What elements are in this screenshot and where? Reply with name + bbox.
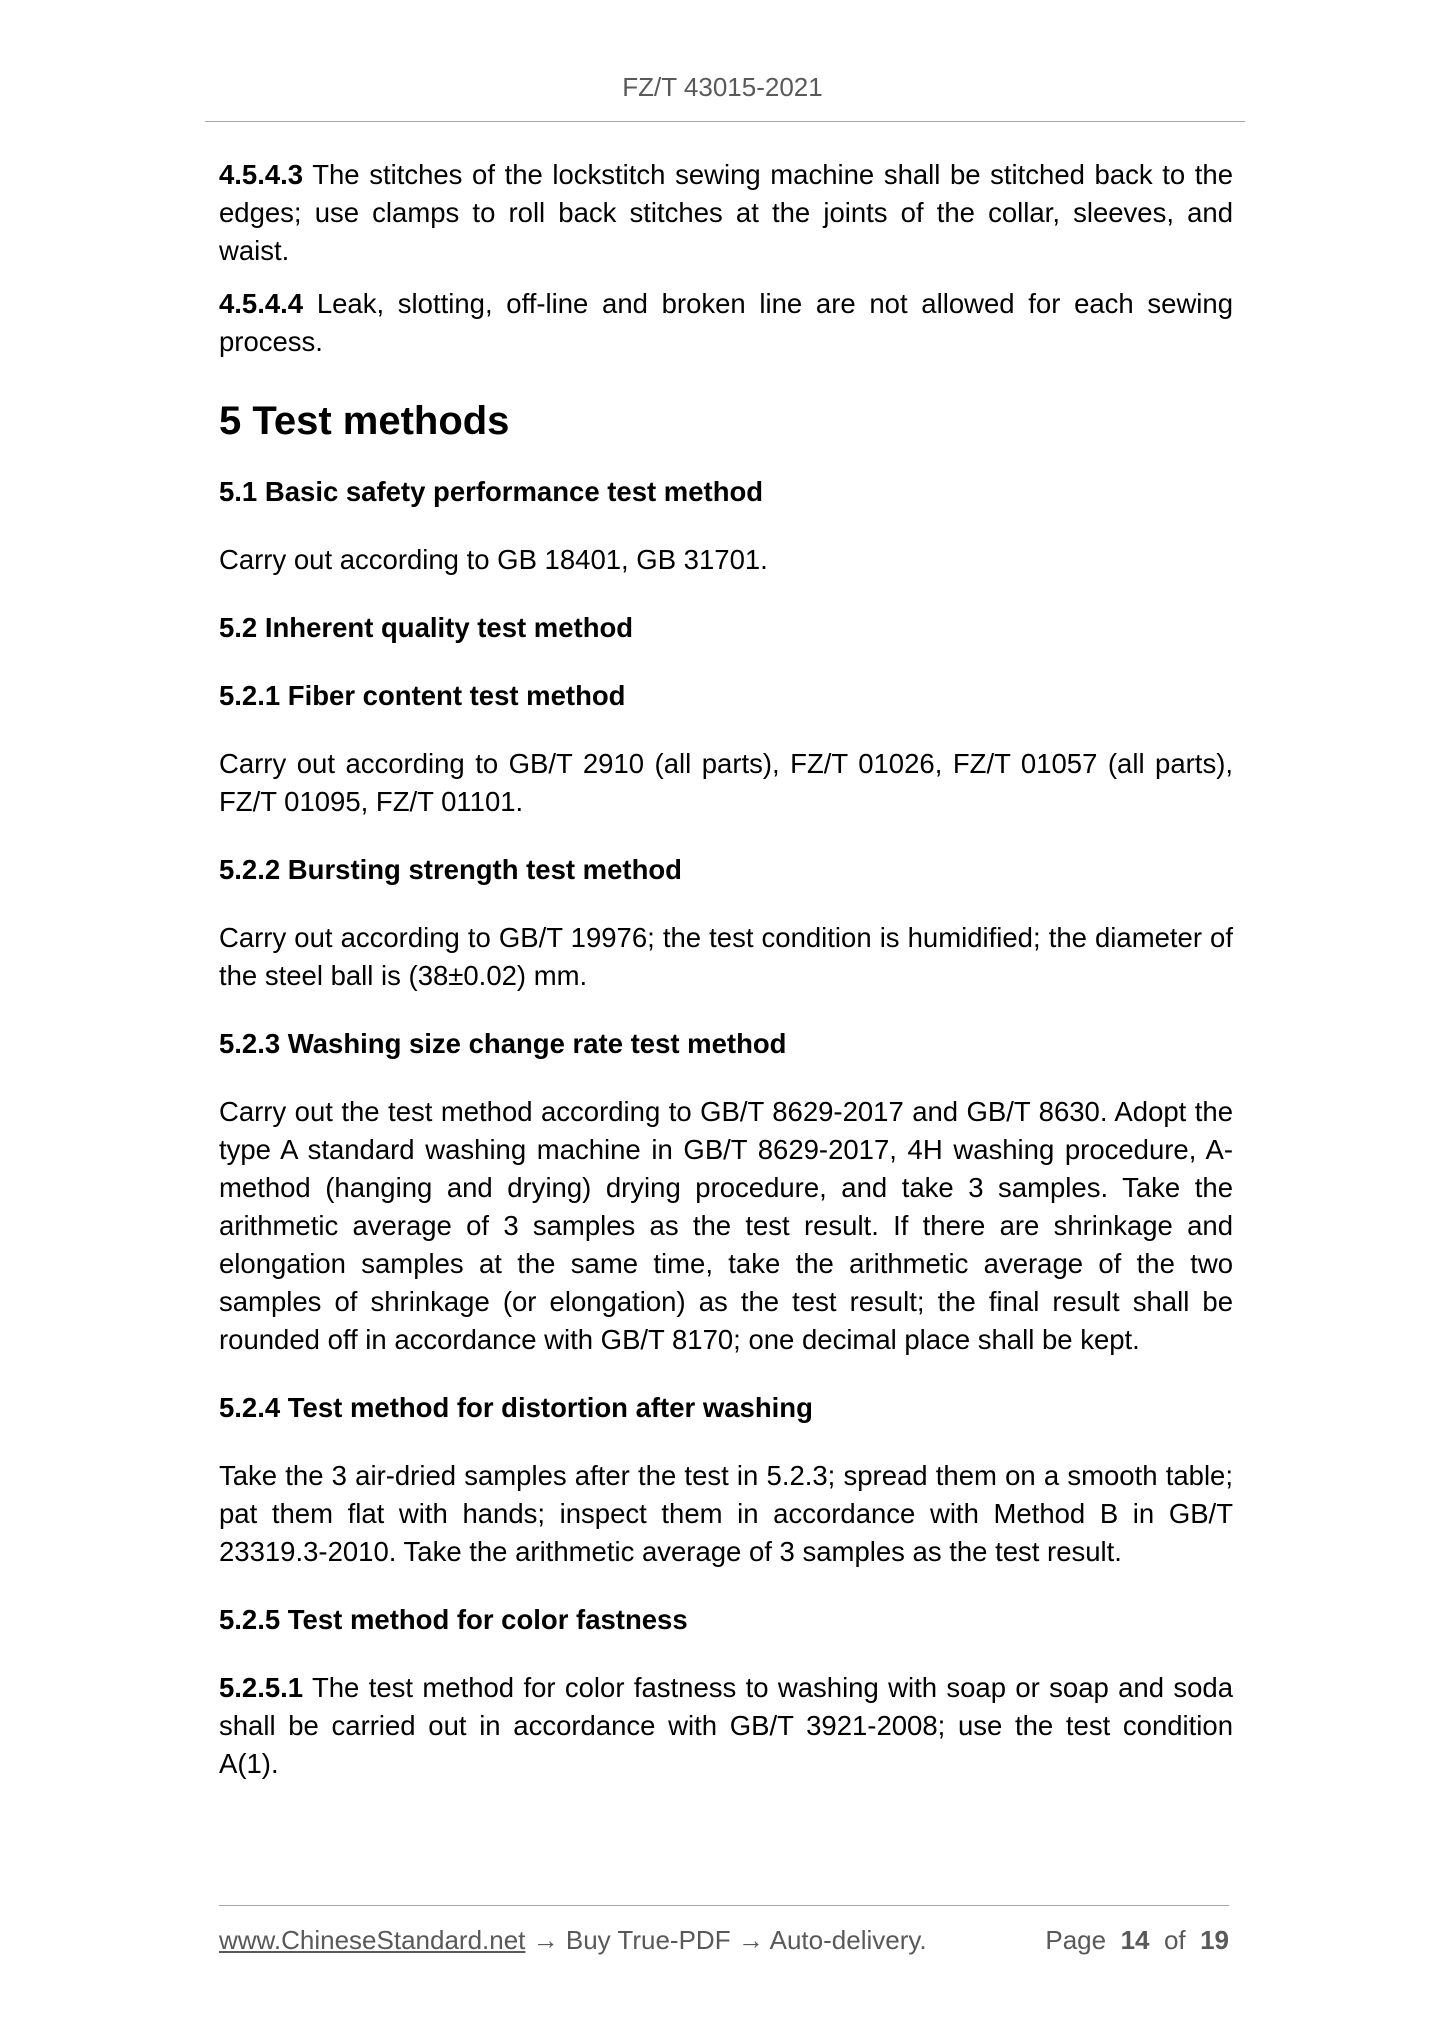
document-body — [219, 156, 1233, 1783]
section-heading-5-1: 5.1 Basic safety performance test method — [219, 476, 764, 507]
paragraph-5-2-4: Take the 3 air-dried samples after the test in 5.2.3; spread them on a smooth table; pat them flat with hands; inspect them in accordance with Method B in GB/T 23319.3-2010. Take the arithmetic average of 3 samples as the test result. — [219, 1460, 1233, 1567]
clause-text: Leak, slotting, off-line and broken line are not allowed for each sewing process. — [219, 288, 1234, 357]
section-heading-5-2-1: 5.2.1 Fiber content test method — [219, 680, 626, 711]
arrow-right-icon: → — [737, 1925, 764, 1955]
section-heading-5-2-5: 5.2.5 Test method for color fastness — [219, 1604, 688, 1635]
section-heading-5-2-3: 5.2.3 Washing size change rate test method — [219, 1028, 787, 1059]
paragraph-5-2-2: Carry out according to GB/T 19976; the test condition is humidified; the diameter of the steel ball is (38±0.02) mm. — [219, 922, 1233, 991]
clause-4-5-4-3 — [219, 156, 1233, 270]
auto-delivery-text: Auto-delivery. — [769, 1925, 927, 1955]
section-heading-5-2: 5.2 Inherent quality test method — [219, 612, 634, 643]
header-divider — [205, 121, 1245, 122]
website-link[interactable]: www.ChineseStandard.net — [219, 1925, 526, 1955]
footer-divider — [219, 1905, 1229, 1906]
clause-5-2-5-1 — [219, 1669, 1233, 1783]
arrow-right-icon: → — [532, 1925, 559, 1955]
paragraph-5-2-1: Carry out according to GB/T 2910 (all parts), FZ/T 01026, FZ/T 01057 (all parts), FZ/T 01095, FZ/T 01101. — [219, 748, 1233, 817]
page-of-label: of — [1163, 1925, 1186, 1955]
clause-number: 4.5.4.3 — [219, 159, 304, 190]
section-heading-5-2-4: 5.2.4 Test method for distortion after washing — [219, 1392, 813, 1423]
page-total: 19 — [1200, 1925, 1229, 1955]
section-heading-5-2-2: 5.2.2 Bursting strength test method — [219, 854, 682, 885]
clause-text: The test method for color fastness to washing with soap or soap and soda shall be carried out in accordance with GB/T 3921-2008; use the test condition A(1). — [219, 1672, 1233, 1779]
page-label: Page — [1045, 1925, 1107, 1955]
paragraph-5-1: Carry out according to GB 18401, GB 31701. — [219, 544, 768, 575]
header-standard-id: FZ/T 43015-2021 — [622, 72, 823, 102]
buy-true-pdf-text: Buy True-PDF — [565, 1925, 731, 1955]
clause-text: The stitches of the lockstitch sewing machine shall be stitched back to the edges; use clamps to roll back stitches at the joints of the collar, sleeves, and waist. — [219, 159, 1233, 266]
clause-4-5-4-4 — [219, 285, 1233, 361]
page-current: 14 — [1120, 1925, 1150, 1955]
footer-promo — [219, 1921, 927, 1959]
clause-number: 5.2.5.1 — [219, 1672, 304, 1703]
clause-number: 4.5.4.4 — [219, 288, 304, 319]
paragraph-5-2-3: Carry out the test method according to GB/T 8629-2017 and GB/T 8630. Adopt the type A standard washing machine in GB/T 8629-2017, 4H washing procedure, A-method (hanging and drying) drying procedure, and take 3 samples. Take the arithmetic average of 3 samples as the test result. If there are shrinkage and elongation samples at the same time, take the arithmetic average of the two samples of shrinkage (or elongation) as the test result; the final result shall be rounded off in accordance with GB/T 8170; one decimal place shall be kept. — [219, 1096, 1233, 1355]
section-heading-5: 5 Test methods — [219, 399, 510, 443]
page-indicator — [1045, 1921, 1229, 1959]
